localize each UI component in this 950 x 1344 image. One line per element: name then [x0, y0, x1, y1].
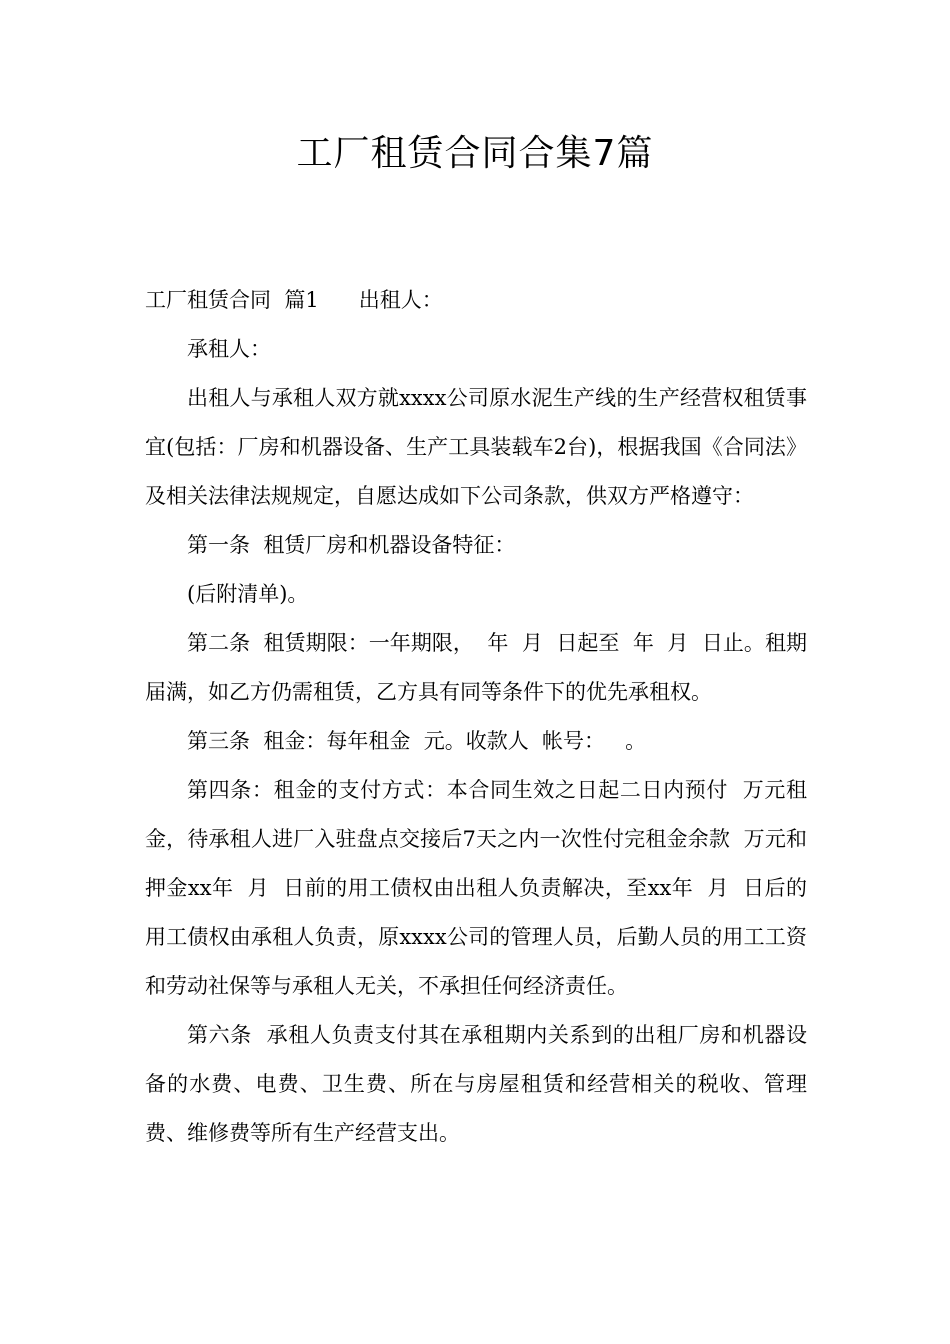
paragraph-article-3: 第三条 租金：每年租金 元。收款人 帐号： 。 [187, 729, 647, 753]
paragraph-article-6: 第六条 承租人负责支付其在承租期内关系到的出租厂房和机器设备的水费、电费、卫生费、所在与房屋租赁和经营相关的税收、管理费、维修费等所有生产经营支出。 [145, 1023, 807, 1145]
document-title: 工厂租赁合同合集7篇 [296, 133, 654, 174]
paragraph-article-4: 第四条：租金的支付方式：本合同生效之日起二日内预付 万元租金，待承租人进厂入驻盘点交接后7天之内一次性付完租金余款 万元和押金xx年 月 日前的用工债权由出租人负责解决，至xx年 月 日后的用工债权由承租人负责，原xxxx公司的管理人员，后勤人员的用工工资和劳动社保等与承租人无关，不承担任何经济责任。 [145, 778, 807, 998]
paragraph-preamble: 出租人与承租人双方就xxxx公司原水泥生产线的生产经营权租赁事宜(包括：厂房和机器设备、生产工具装载车2台)，根据我国《合同法》及相关法律法规规定，自愿达成如下公司条款，供双方严格遵守： [145, 386, 807, 508]
paragraph-attachment-note: (后附清单)。 [187, 582, 309, 606]
paragraph-heading-lessor: 工厂租赁合同 篇1 出租人： [145, 288, 443, 312]
paragraph-lessee: 承租人： [187, 337, 271, 361]
document-body [145, 276, 807, 1158]
paragraph-article-2: 第二条 租赁期限：一年期限， 年 月 日起至 年 月 日止。租期届满，如乙方仍需租赁，乙方具有同等条件下的优先承租权。 [145, 631, 807, 704]
paragraph-article-1: 第一条 租赁厂房和机器设备特征： [187, 533, 516, 557]
